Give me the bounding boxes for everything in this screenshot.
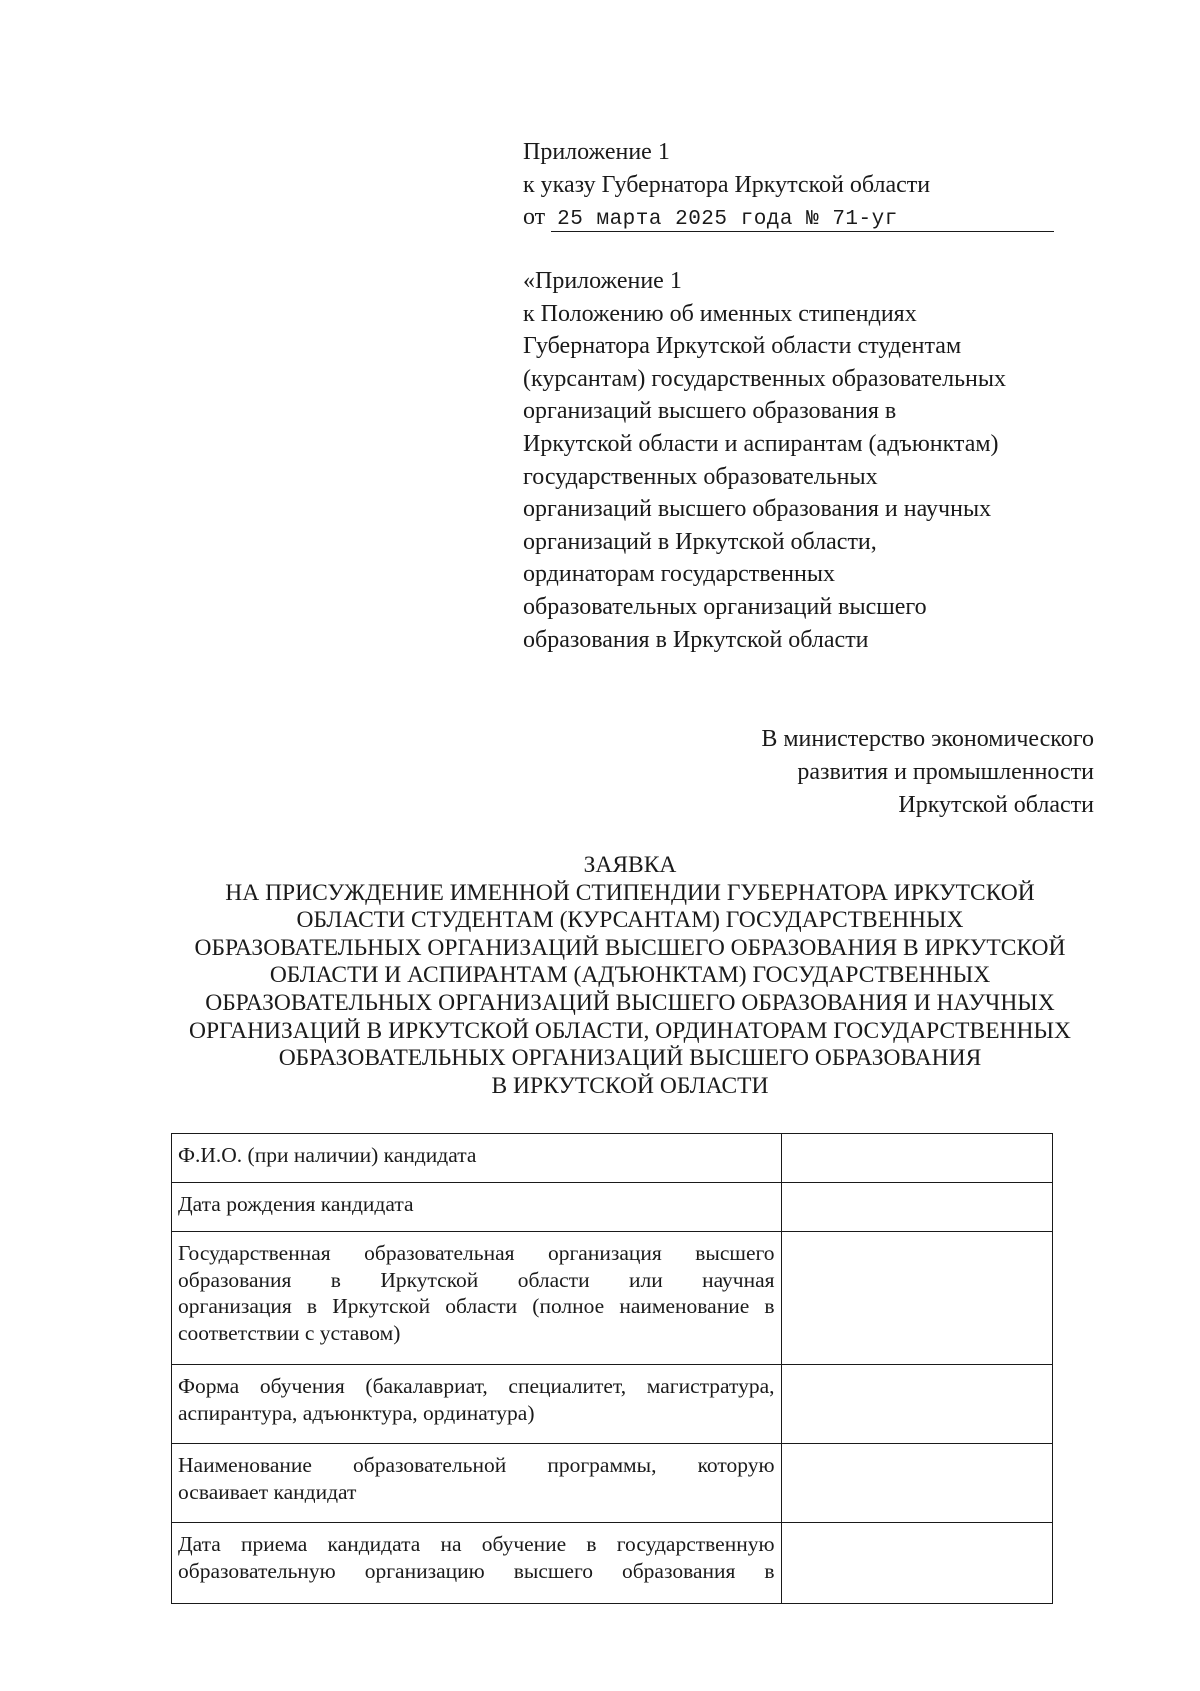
field-label-line: Государственная образовательная организация высшего <box>178 1241 775 1265</box>
addressee-block <box>761 723 1094 822</box>
field-label-line: Дата рождения кандидата <box>178 1192 414 1216</box>
table-row <box>172 1523 1053 1604</box>
field-value-cell[interactable] <box>781 1365 1052 1444</box>
appendix-decree-reference: к указу Губернатора Иркутской области <box>523 171 931 198</box>
quoted-appendix-line: образовательных организаций высшего <box>523 593 927 620</box>
field-label-line: организация в Иркутской области (полное наименование в <box>178 1294 775 1318</box>
table-row <box>172 1365 1053 1444</box>
quoted-appendix-line: Иркутской области и аспирантам (адъюнктам) <box>523 430 999 457</box>
quoted-appendix-line: государственных образовательных <box>523 463 878 490</box>
quoted-appendix-line: образования в Иркутской области <box>523 626 869 653</box>
quoted-appendix-line: ординаторам государственных <box>523 561 835 588</box>
field-label-line: образовательную организацию высшего образования в <box>178 1558 775 1583</box>
field-label-line: аспирантура, адъюнктура, ординатура) <box>178 1400 535 1425</box>
decree-date-number: 25 марта 2025 года № 71-уг <box>557 208 898 231</box>
quoted-appendix-line: к Положению об именных стипендиях <box>523 300 917 327</box>
title-line: ОБРАЗОВАТЕЛЬНЫХ ОРГАНИЗАЦИЙ ВЫСШЕГО ОБРАЗОВАНИЯ В ИРКУТСКОЙ <box>194 934 1066 961</box>
table-row <box>172 1232 1053 1365</box>
appendix-date-line <box>523 201 1083 237</box>
table-row <box>172 1183 1053 1232</box>
title-line: НА ПРИСУЖДЕНИЕ ИМЕННОЙ СТИПЕНДИИ ГУБЕРНАТОРА ИРКУТСКОЙ <box>225 879 1035 906</box>
field-label-cell <box>172 1183 782 1232</box>
field-label-cell <box>172 1232 782 1365</box>
application-form-table <box>171 1133 1053 1604</box>
field-value-cell[interactable] <box>781 1134 1052 1183</box>
quoted-appendix-line: организаций в Иркутской области, <box>523 528 877 555</box>
title-line: ОБРАЗОВАТЕЛЬНЫХ ОРГАНИЗАЦИЙ ВЫСШЕГО ОБРАЗОВАНИЯ И НАУЧНЫХ <box>205 989 1055 1016</box>
title-line: ОБЛАСТИ И АСПИРАНТАМ (АДЪЮНКТАМ) ГОСУДАРСТВЕННЫХ <box>269 962 991 989</box>
field-label-cell <box>172 1444 782 1523</box>
field-label-cell <box>172 1134 782 1183</box>
appendix-header <box>523 136 1083 237</box>
table-row <box>172 1134 1053 1183</box>
quoted-appendix-line: (курсантам) государственных образовательных <box>523 365 1006 392</box>
field-label-line: Дата приема кандидата на обучение в государственную <box>178 1532 775 1556</box>
title-line: В ИРКУТСКОЙ ОБЛАСТИ <box>491 1072 769 1099</box>
quoted-appendix-line: «Приложение 1 <box>523 268 682 294</box>
quoted-appendix-line: организаций высшего образования в <box>523 398 897 425</box>
field-label-line: Форма обучения (бакалавриат, специалитет, магистратура, <box>178 1374 775 1398</box>
addressee-line: Иркутской области <box>898 792 1094 818</box>
field-label-line: Наименование образовательной программы, которую <box>178 1453 775 1477</box>
application-title <box>150 852 1110 1100</box>
date-underline <box>551 231 1054 232</box>
field-value-cell[interactable] <box>781 1523 1052 1604</box>
quoted-appendix-line: организаций высшего образования и научных <box>523 496 992 523</box>
field-label-cell <box>172 1523 782 1604</box>
field-value-cell[interactable] <box>781 1183 1052 1232</box>
quoted-appendix-line: Губернатора Иркутской области студентам <box>523 333 962 360</box>
addressee-line: развития и промышленности <box>797 759 1094 785</box>
title-line: ОРГАНИЗАЦИЙ В ИРКУТСКОЙ ОБЛАСТИ, ОРДИНАТОРАМ ГОСУДАРСТВЕННЫХ <box>189 1017 1071 1044</box>
title-line: ОБРАЗОВАТЕЛЬНЫХ ОРГАНИЗАЦИЙ ВЫСШЕГО ОБРАЗОВАНИЯ <box>278 1045 982 1072</box>
field-value-cell[interactable] <box>781 1444 1052 1523</box>
date-prefix: от <box>523 204 546 230</box>
appendix-title: Приложение 1 <box>523 139 670 165</box>
field-label-line: Ф.И.О. (при наличии) кандидата <box>178 1143 477 1167</box>
field-value-cell[interactable] <box>781 1232 1052 1365</box>
table-row <box>172 1444 1053 1523</box>
quoted-appendix <box>523 265 1103 656</box>
addressee-line: В министерство экономического <box>761 726 1094 752</box>
field-label-cell <box>172 1365 782 1444</box>
field-label-line: соответствии с уставом) <box>178 1320 401 1345</box>
title-line: ОБЛАСТИ СТУДЕНТАМ (КУРСАНТАМ) ГОСУДАРСТВЕННЫХ <box>296 907 964 934</box>
field-label-line: осваивает кандидат <box>178 1479 357 1504</box>
field-label-line: образования в Иркутской области или научная <box>178 1267 775 1292</box>
title-heading: ЗАЯВКА <box>583 852 677 878</box>
